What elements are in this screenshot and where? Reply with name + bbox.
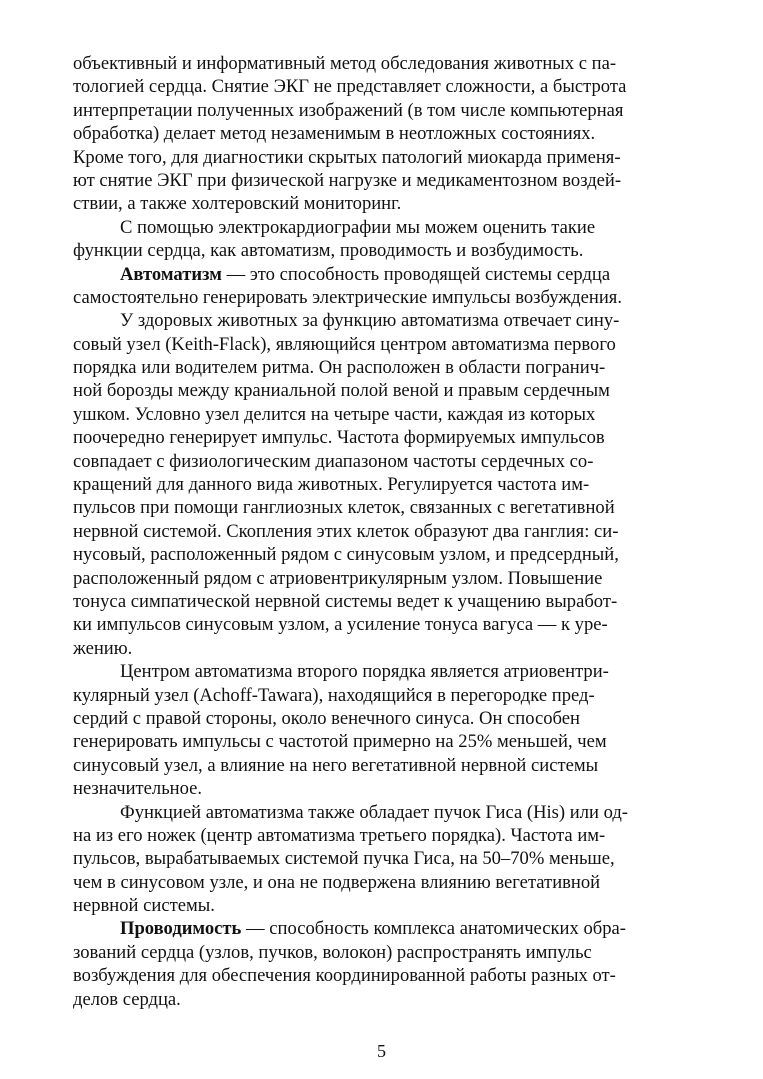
text-line: пульсов при помощи ганглиозных клеток, связанных с вегетативной	[73, 497, 615, 519]
text-line: Кроме того, для диагностики скрытых патологий миокарда применя-	[73, 146, 621, 168]
text-line: нервной системы.	[73, 895, 215, 917]
text-line: Центром автоматизма второго порядка является атриовентри-	[120, 661, 609, 683]
text-line: жению.	[73, 637, 133, 659]
document-page	[73, 52, 689, 1011]
text-line: тологией сердца. Снятие ЭКГ не представляет сложности, а быстрота	[73, 76, 627, 98]
text-line: поочередно генерирует импульс. Частота формируемых импульсов	[73, 427, 605, 449]
text-line: ушком. Условно узел делится на четыре части, каждая из которых	[73, 403, 596, 425]
paragraph	[73, 801, 689, 918]
paragraph-definition-conductivity	[73, 917, 689, 1011]
text-line	[73, 263, 689, 286]
text-line: совый узел (Keith-Flack), являющийся центром автоматизма первого	[73, 333, 616, 355]
text-line: незначительное.	[73, 778, 203, 800]
text-line: сердий с правой стороны, около венечного синуса. Он способен	[73, 707, 580, 729]
text-line-rest: — это способность проводящей системы сердца	[221, 263, 611, 285]
term-automatism: Автоматизм	[120, 263, 222, 285]
text-line: синусовый узел, а влияние на него вегетативной нервной системы	[73, 754, 599, 776]
paragraph	[73, 309, 689, 660]
text-line: С помощью электрокардиографии мы можем оценить такие	[120, 216, 596, 238]
text-line: кулярный узел (Achoff-Tawara), находящийся в перегородке пред-	[73, 684, 595, 706]
text-line: нервной системой. Скопления этих клеток образуют два ганглия: си-	[73, 520, 619, 542]
text-line: на из его ножек (центр автоматизма третьего порядка). Частота им-	[73, 824, 606, 846]
text-line: ной борозды между краниальной полой веной и правым сердечным	[73, 380, 610, 402]
text-line: ки импульсов синусовым узлом, а усиление тонуса вагуса — к уре-	[73, 614, 608, 636]
paragraph	[73, 52, 689, 216]
text-line: генерировать импульсы с частотой примерно на 25% меньшей, чем	[73, 731, 607, 753]
paragraph	[73, 216, 689, 263]
text-line: обработка) делает метод незаменимым в неотложных состояниях.	[73, 123, 596, 145]
text-line: пульсов, вырабатываемых системой пучка Гиса, на 50–70% меньше,	[73, 848, 615, 870]
text-line: делов сердца.	[73, 988, 181, 1010]
text-line: тонуса симпатической нервной системы ведет к учащению выработ-	[73, 590, 618, 612]
text-line: интерпретации полученных изображений (в том числе компьютерная	[73, 99, 624, 121]
text-line: совпадает с физиологическим диапазоном частоты сердечных со-	[73, 450, 594, 472]
paragraph	[73, 660, 689, 800]
text-line-rest: — способность комплекса анатомических обра-	[241, 918, 626, 940]
text-line: Функцией автоматизма также обладает пучок Гиса (His) или од-	[120, 801, 628, 823]
text-line: ствии, а также холтеровский мониторинг.	[73, 193, 402, 215]
text-line: чем в синусовом узле, и она не подвержена влиянию вегетативной	[73, 871, 601, 893]
text-line: кращений для данного вида животных. Регулируется частота им-	[73, 474, 590, 496]
text-line: зований сердца (узлов, пучков, волокон) распространять импульс	[73, 941, 592, 963]
text-line: расположенный рядом с атриовентрикулярным узлом. Повышение	[73, 567, 603, 589]
text-line: объективный и информативный метод обследования животных с па-	[73, 53, 617, 74]
text-line: возбуждения для обеспечения координированной работы разных от-	[73, 965, 616, 987]
text-line: нусовый, расположенный рядом с синусовым узлом, и предсердный,	[73, 544, 619, 566]
paragraph-definition-automatism	[73, 263, 689, 310]
text-line: функции сердца, как автоматизм, проводимость и возбудимость.	[73, 240, 584, 262]
text-line: порядка или водителем ритма. Он расположен в области погранич-	[73, 357, 606, 379]
text-line: ют снятие ЭКГ при физической нагрузке и медикаментозном воздей-	[73, 169, 622, 191]
text-line: У здоровых животных за функцию автоматизма отвечает сину-	[120, 310, 620, 332]
page-number: 5	[377, 1041, 386, 1061]
text-line: самостоятельно генерировать электрические импульсы возбуждения.	[73, 286, 622, 308]
term-conductivity: Проводимость	[120, 918, 242, 940]
text-line	[73, 917, 689, 940]
